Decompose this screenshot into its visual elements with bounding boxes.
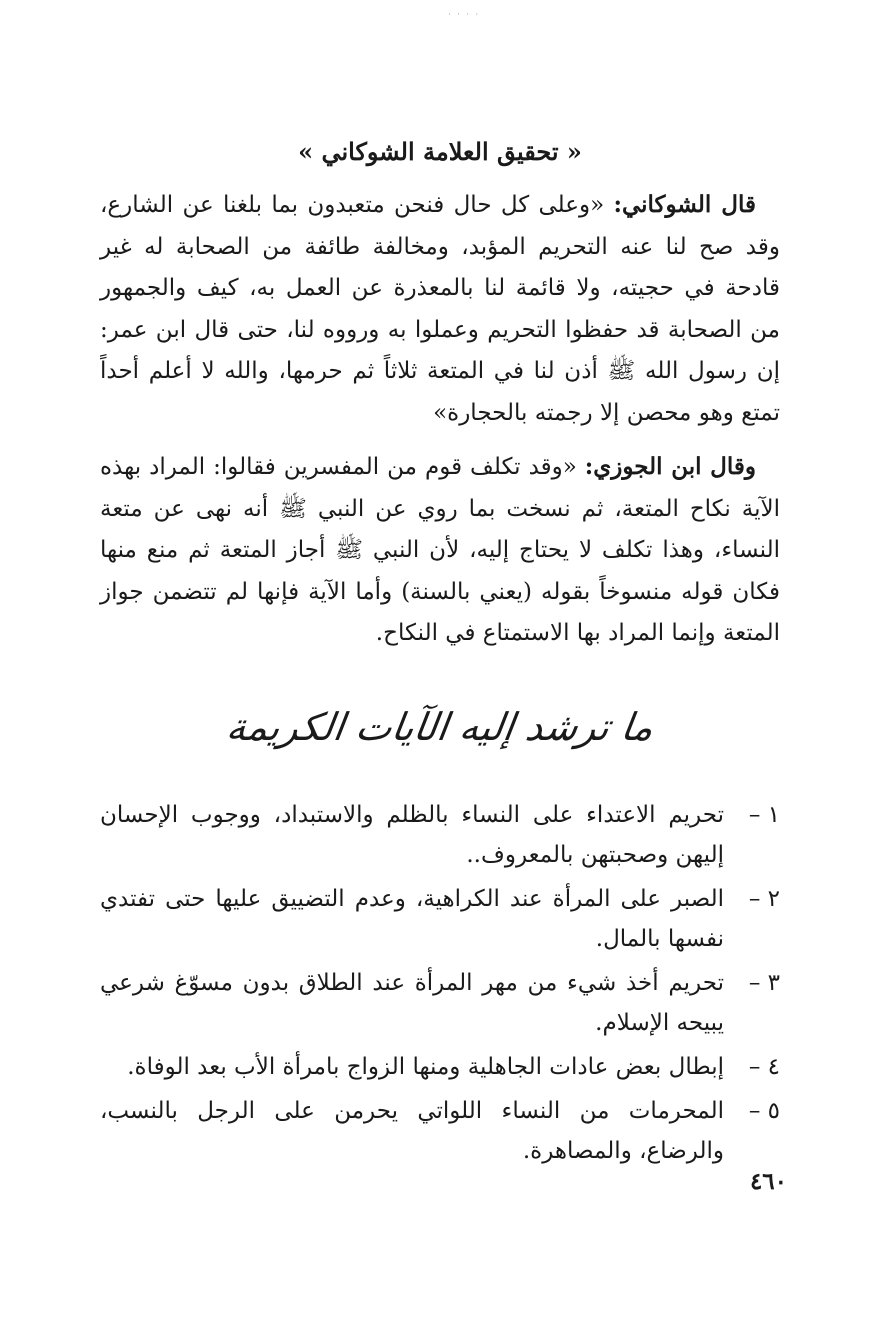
guidance-list bbox=[100, 795, 780, 1171]
list-text: إبطال بعض عادات الجاهلية ومنها الزواج بامرأة الأب بعد الوفاة. bbox=[127, 1053, 724, 1080]
paragraph-text: «وقد تكلف قوم من المفسرين فقالوا: المراد بهذه الآية نكاح المتعة، ثم نسخت بما روي عن النبي ﷺ أنه نهى عن متعة النساء، وهذا تكلف لا يحتاج إليه، لأن النبي ﷺ أجاز المتعة ثم منع منها فكان قوله منسوخاً بقوله (يعني بالسنة) وأما الآية فإنها لم تتضمن جواز المتعة وإنما المراد بها الاستمتاع في النكاح. bbox=[100, 454, 780, 646]
list-item bbox=[100, 879, 780, 959]
page-number: ٤٦٠ bbox=[749, 1168, 787, 1195]
list-text: الصبر على المرأة عند الكراهية، وعدم التضييق عليها حتى تفتدي نفسها بالمال. bbox=[100, 885, 724, 952]
paragraph-shawkani bbox=[100, 184, 780, 434]
list-item bbox=[100, 795, 780, 875]
calligraphy-heading: ما ترشد إليه الآيات الكريمة bbox=[223, 704, 657, 749]
list-number: ٣ – bbox=[748, 969, 780, 996]
paragraph-ibn-jawzi bbox=[100, 446, 780, 655]
list-item bbox=[100, 963, 780, 1043]
scan-specks: · · · · bbox=[448, 10, 480, 19]
list-item bbox=[100, 1047, 780, 1087]
speaker-label: قال الشوكاني: bbox=[613, 191, 756, 218]
list-item bbox=[100, 1091, 780, 1171]
list-number: ٢ – bbox=[748, 885, 780, 912]
document-page bbox=[100, 120, 780, 1175]
list-text: المحرمات من النساء اللواتي يحرمن على الرجل بالنسب، والرضاع، والمصاهرة. bbox=[100, 1097, 724, 1164]
list-number: ٥ – bbox=[748, 1097, 780, 1124]
paragraph-text: «وعلى كل حال فنحن متعبدون بما بلغنا عن الشارع، وقد صح لنا عنه التحريم المؤبد، ومخالفة طائفة من الصحابة له غير قادحة في حجيته، ولا قائمة لنا بالمعذرة عن العمل به، كيف والجمهور من الصحابة قد حفظوا التحريم وعملوا به ورووه لنا، حتى قال ابن عمر: إن رسول الله ﷺ أذن لنا في المتعة ثلاثاً ثم حرمها، والله لا أعلم أحداً تمتع وهو محصن إلا رجمته بالحجارة» bbox=[100, 192, 780, 426]
section-title: « تحقيق العلامة الشوكاني » bbox=[298, 137, 582, 166]
list-text: تحريم الاعتداء على النساء بالظلم والاستبداد، ووجوب الإحسان إليهن وصحبتهن بالمعروف.. bbox=[100, 801, 724, 868]
list-number: ٤ – bbox=[748, 1053, 780, 1080]
speaker-label: وقال ابن الجوزي: bbox=[584, 453, 756, 480]
list-text: تحريم أخذ شيء من مهر المرأة عند الطلاق بدون مسوّغ شرعي يبيحه الإسلام. bbox=[100, 969, 724, 1036]
list-number: ١ – bbox=[748, 801, 780, 828]
calligraphy-heading-wrap bbox=[100, 687, 780, 767]
